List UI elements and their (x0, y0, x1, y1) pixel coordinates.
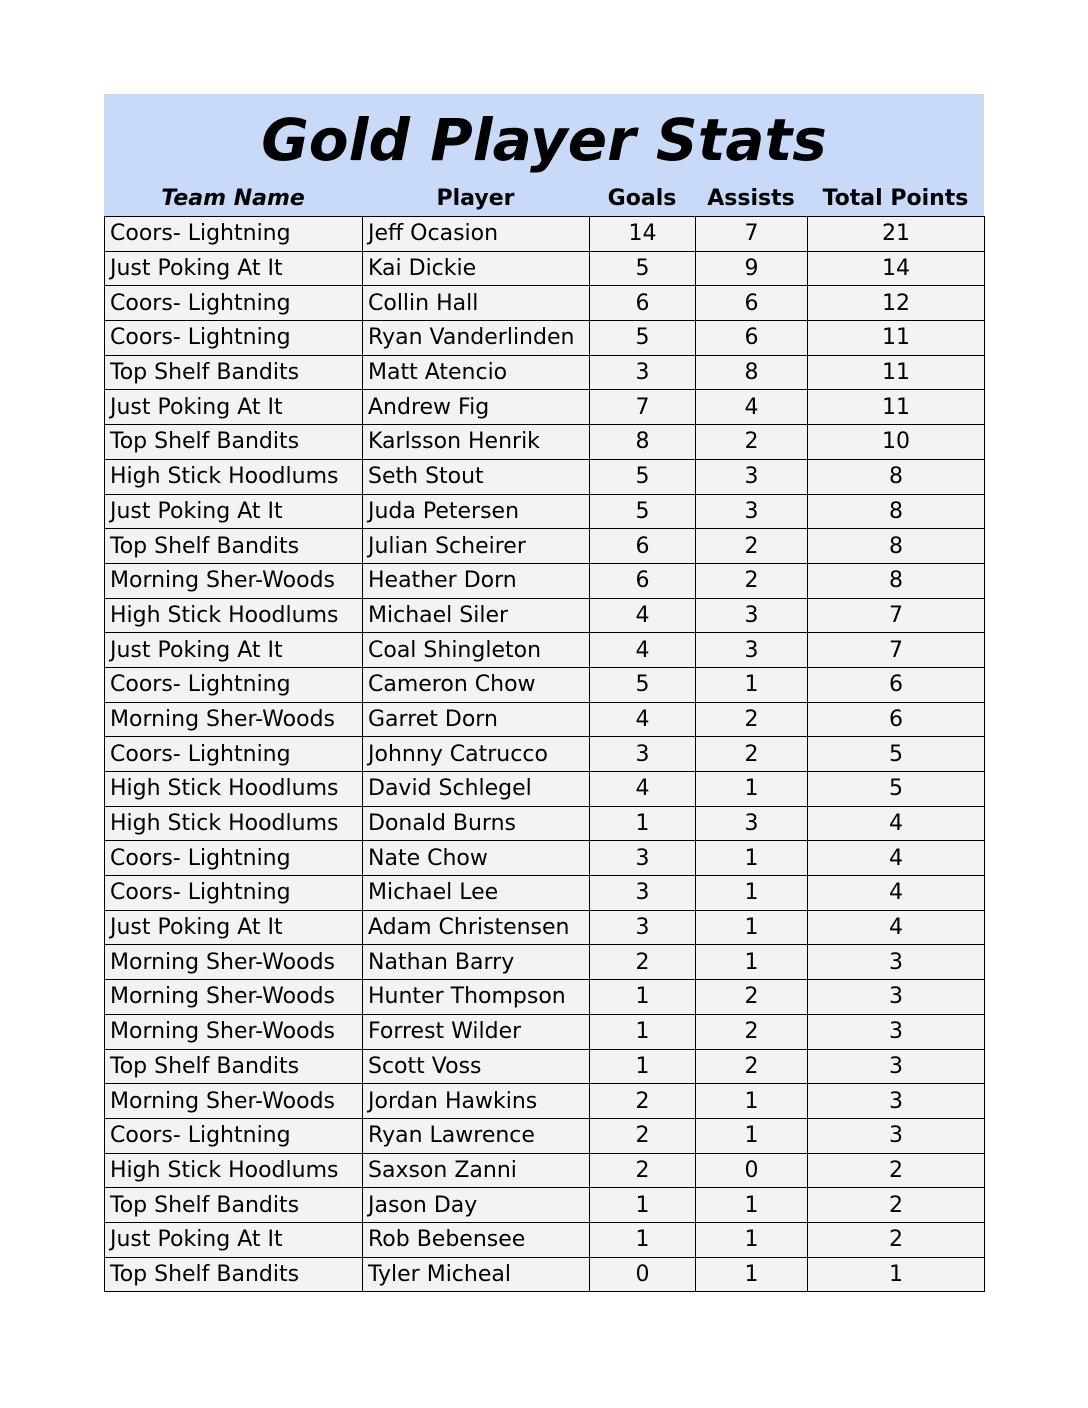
cell-assists: 2 (696, 737, 808, 772)
cell-total-points: 2 (808, 1222, 985, 1257)
cell-team: Morning Sher-Woods (105, 1084, 363, 1119)
cell-team: Just Poking At It (105, 633, 363, 668)
cell-team: High Stick Hoodlums (105, 1153, 363, 1188)
cell-assists: 4 (696, 390, 808, 425)
cell-assists: 8 (696, 355, 808, 390)
table-row (105, 1257, 985, 1292)
cell-player: Michael Lee (363, 876, 590, 911)
cell-player: Rob Bebensee (363, 1222, 590, 1257)
cell-total-points: 2 (808, 1153, 985, 1188)
cell-total-points: 3 (808, 1084, 985, 1119)
table-row (105, 1188, 985, 1223)
cell-total-points: 21 (808, 217, 985, 252)
table-row (105, 286, 985, 321)
cell-total-points: 7 (808, 633, 985, 668)
cell-total-points: 10 (808, 425, 985, 460)
cell-total-points: 11 (808, 390, 985, 425)
cell-total-points: 3 (808, 980, 985, 1015)
cell-goals: 2 (590, 945, 696, 980)
cell-assists: 1 (696, 910, 808, 945)
cell-total-points: 4 (808, 841, 985, 876)
cell-player: Donald Burns (363, 806, 590, 841)
cell-team: Just Poking At It (105, 251, 363, 286)
cell-assists: 6 (696, 321, 808, 356)
cell-player: Kai Dickie (363, 251, 590, 286)
cell-goals: 1 (590, 1188, 696, 1223)
cell-team: Top Shelf Bandits (105, 355, 363, 390)
cell-goals: 5 (590, 459, 696, 494)
cell-team: Top Shelf Bandits (105, 1188, 363, 1223)
cell-player: Scott Voss (363, 1049, 590, 1084)
table-row (105, 1222, 985, 1257)
cell-goals: 2 (590, 1118, 696, 1153)
table-row (105, 459, 985, 494)
cell-total-points: 7 (808, 598, 985, 633)
cell-goals: 14 (590, 217, 696, 252)
cell-goals: 4 (590, 702, 696, 737)
cell-assists: 2 (696, 1049, 808, 1084)
cell-assists: 2 (696, 702, 808, 737)
cell-assists: 6 (696, 286, 808, 321)
cell-total-points: 3 (808, 1118, 985, 1153)
cell-goals: 6 (590, 286, 696, 321)
cell-player: Jeff Ocasion (363, 217, 590, 252)
table-row (105, 876, 985, 911)
cell-player: Heather Dorn (363, 563, 590, 598)
cell-team: Top Shelf Bandits (105, 1049, 363, 1084)
table-row (105, 529, 985, 564)
cell-assists: 0 (696, 1153, 808, 1188)
cell-goals: 1 (590, 980, 696, 1015)
cell-total-points: 3 (808, 945, 985, 980)
cell-player: Collin Hall (363, 286, 590, 321)
cell-total-points: 2 (808, 1188, 985, 1223)
stats-table (104, 216, 985, 1292)
cell-total-points: 4 (808, 876, 985, 911)
table-row (105, 772, 985, 807)
cell-team: Coors- Lightning (105, 1118, 363, 1153)
cell-assists: 1 (696, 1222, 808, 1257)
cell-goals: 1 (590, 806, 696, 841)
cell-player: Julian Scheirer (363, 529, 590, 564)
cell-goals: 1 (590, 1222, 696, 1257)
cell-goals: 4 (590, 633, 696, 668)
table-row (105, 841, 985, 876)
cell-player: Cameron Chow (363, 667, 590, 702)
cell-assists: 1 (696, 667, 808, 702)
cell-team: Coors- Lightning (105, 667, 363, 702)
cell-player: Seth Stout (363, 459, 590, 494)
cell-goals: 3 (590, 355, 696, 390)
cell-player: Jason Day (363, 1188, 590, 1223)
cell-goals: 5 (590, 251, 696, 286)
cell-assists: 1 (696, 1118, 808, 1153)
cell-assists: 2 (696, 980, 808, 1015)
table-row (105, 702, 985, 737)
cell-total-points: 12 (808, 286, 985, 321)
cell-goals: 4 (590, 772, 696, 807)
column-header-assists: Assists (707, 186, 795, 211)
cell-team: Morning Sher-Woods (105, 702, 363, 737)
cell-total-points: 3 (808, 1014, 985, 1049)
table-row (105, 806, 985, 841)
cell-assists: 3 (696, 806, 808, 841)
cell-player: Tyler Micheal (363, 1257, 590, 1292)
table-row (105, 251, 985, 286)
table-row (105, 1153, 985, 1188)
cell-total-points: 8 (808, 459, 985, 494)
cell-player: Hunter Thompson (363, 980, 590, 1015)
table-row (105, 425, 985, 460)
table-row (105, 737, 985, 772)
cell-team: Coors- Lightning (105, 286, 363, 321)
cell-goals: 2 (590, 1084, 696, 1119)
cell-player: Ryan Lawrence (363, 1118, 590, 1153)
cell-team: High Stick Hoodlums (105, 772, 363, 807)
cell-total-points: 11 (808, 355, 985, 390)
cell-team: High Stick Hoodlums (105, 806, 363, 841)
table-row (105, 667, 985, 702)
cell-player: Johnny Catrucco (363, 737, 590, 772)
column-header-total-points: Total Points (822, 186, 969, 211)
cell-assists: 1 (696, 1188, 808, 1223)
cell-team: Coors- Lightning (105, 841, 363, 876)
cell-goals: 6 (590, 529, 696, 564)
cell-assists: 2 (696, 425, 808, 460)
cell-assists: 2 (696, 563, 808, 598)
cell-assists: 3 (696, 598, 808, 633)
cell-goals: 8 (590, 425, 696, 460)
cell-team: Coors- Lightning (105, 876, 363, 911)
cell-assists: 2 (696, 529, 808, 564)
cell-assists: 7 (696, 217, 808, 252)
cell-player: Forrest Wilder (363, 1014, 590, 1049)
cell-goals: 5 (590, 494, 696, 529)
table-row (105, 633, 985, 668)
cell-player: Nathan Barry (363, 945, 590, 980)
cell-team: High Stick Hoodlums (105, 459, 363, 494)
cell-team: Coors- Lightning (105, 321, 363, 356)
cell-assists: 1 (696, 772, 808, 807)
cell-player: Saxson Zanni (363, 1153, 590, 1188)
cell-total-points: 11 (808, 321, 985, 356)
cell-assists: 1 (696, 841, 808, 876)
cell-total-points: 1 (808, 1257, 985, 1292)
title-band (104, 94, 984, 216)
cell-team: Top Shelf Bandits (105, 425, 363, 460)
cell-player: Adam Christensen (363, 910, 590, 945)
cell-total-points: 4 (808, 806, 985, 841)
cell-player: Andrew Fig (363, 390, 590, 425)
cell-team: Morning Sher-Woods (105, 1014, 363, 1049)
table-row (105, 494, 985, 529)
stats-table-body (105, 217, 985, 1292)
cell-player: Juda Petersen (363, 494, 590, 529)
cell-team: Top Shelf Bandits (105, 529, 363, 564)
table-row (105, 1084, 985, 1119)
cell-goals: 2 (590, 1153, 696, 1188)
table-row (105, 910, 985, 945)
table-row (105, 945, 985, 980)
column-header-team: Team Name (161, 186, 305, 211)
cell-player: David Schlegel (363, 772, 590, 807)
cell-assists: 1 (696, 1084, 808, 1119)
table-row (105, 1118, 985, 1153)
cell-total-points: 8 (808, 494, 985, 529)
table-row (105, 355, 985, 390)
page-title: Gold Player Stats (261, 106, 827, 174)
cell-team: Coors- Lightning (105, 737, 363, 772)
cell-goals: 5 (590, 321, 696, 356)
table-row (105, 1014, 985, 1049)
table-row (105, 1049, 985, 1084)
cell-total-points: 8 (808, 563, 985, 598)
stats-sheet (104, 94, 984, 1292)
cell-total-points: 6 (808, 667, 985, 702)
cell-team: Just Poking At It (105, 494, 363, 529)
cell-team: High Stick Hoodlums (105, 598, 363, 633)
table-row (105, 217, 985, 252)
cell-assists: 3 (696, 633, 808, 668)
cell-player: Garret Dorn (363, 702, 590, 737)
cell-team: Morning Sher-Woods (105, 945, 363, 980)
cell-assists: 1 (696, 876, 808, 911)
cell-goals: 5 (590, 667, 696, 702)
table-row (105, 980, 985, 1015)
cell-team: Morning Sher-Woods (105, 980, 363, 1015)
cell-total-points: 4 (808, 910, 985, 945)
cell-total-points: 5 (808, 772, 985, 807)
cell-assists: 9 (696, 251, 808, 286)
cell-team: Just Poking At It (105, 910, 363, 945)
cell-team: Morning Sher-Woods (105, 563, 363, 598)
cell-total-points: 5 (808, 737, 985, 772)
column-header-goals: Goals (607, 186, 677, 211)
cell-team: Just Poking At It (105, 1222, 363, 1257)
cell-assists: 1 (696, 1257, 808, 1292)
cell-assists: 2 (696, 1014, 808, 1049)
cell-total-points: 3 (808, 1049, 985, 1084)
cell-goals: 1 (590, 1049, 696, 1084)
cell-goals: 3 (590, 876, 696, 911)
cell-goals: 0 (590, 1257, 696, 1292)
cell-player: Matt Atencio (363, 355, 590, 390)
cell-team: Just Poking At It (105, 390, 363, 425)
cell-player: Nate Chow (363, 841, 590, 876)
cell-player: Jordan Hawkins (363, 1084, 590, 1119)
cell-player: Ryan Vanderlinden (363, 321, 590, 356)
table-row (105, 390, 985, 425)
cell-goals: 7 (590, 390, 696, 425)
table-row (105, 563, 985, 598)
cell-goals: 4 (590, 598, 696, 633)
cell-goals: 6 (590, 563, 696, 598)
cell-player: Michael Siler (363, 598, 590, 633)
cell-player: Karlsson Henrik (363, 425, 590, 460)
cell-goals: 3 (590, 910, 696, 945)
cell-goals: 3 (590, 841, 696, 876)
cell-goals: 1 (590, 1014, 696, 1049)
table-row (105, 321, 985, 356)
cell-team: Coors- Lightning (105, 217, 363, 252)
cell-total-points: 6 (808, 702, 985, 737)
cell-assists: 3 (696, 459, 808, 494)
cell-team: Top Shelf Bandits (105, 1257, 363, 1292)
cell-assists: 1 (696, 945, 808, 980)
cell-player: Coal Shingleton (363, 633, 590, 668)
cell-total-points: 8 (808, 529, 985, 564)
table-row (105, 598, 985, 633)
cell-assists: 3 (696, 494, 808, 529)
cell-goals: 3 (590, 737, 696, 772)
cell-total-points: 14 (808, 251, 985, 286)
column-header-player: Player (436, 186, 515, 211)
